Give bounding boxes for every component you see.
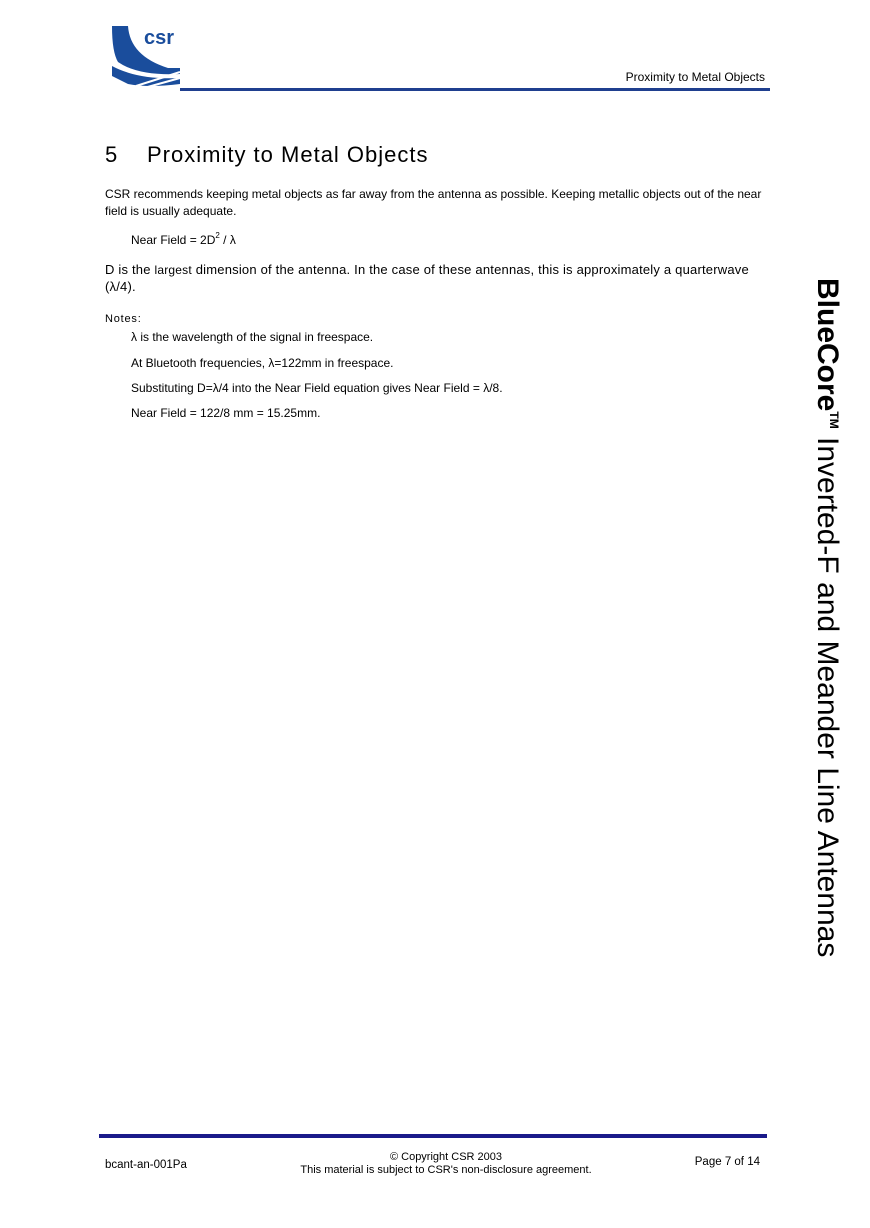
nda-text: This material is subject to CSR's non-disclosure agreement. (300, 1164, 592, 1176)
page-number: Page 7 of 14 (694, 1156, 760, 1168)
equation-superscript: 2 (215, 231, 220, 240)
note-item: Near Field = 122/8 mm = 15.25mm. (131, 406, 321, 420)
equation-prefix: Near Field = 2D (131, 233, 216, 247)
intro-paragraph: CSR recommends keeping metal objects as far away from the antenna as possible. Keeping metallic objects out of the near field is usually adequate. (105, 187, 762, 218)
footer-rule (99, 1134, 767, 1138)
csr-logo (108, 22, 184, 92)
side-title-rest: Inverted-F and Meander Line Antennas (811, 428, 844, 958)
section-heading (105, 142, 429, 168)
note-item: Substituting D=λ/4 into the Near Field equation gives Near Field = λ/8. (131, 381, 503, 395)
notes-label: Notes: (105, 313, 142, 325)
note-item: λ is the wavelength of the signal in freespace. (131, 330, 374, 344)
dimension-text-2: dimension of the antenna. In the case of these antennas, this is approximately a quarterwave (λ/4). (105, 262, 749, 294)
header-rule (180, 88, 770, 91)
copyright-text: © Copyright CSR 2003 (389, 1151, 503, 1163)
side-title-brand: BlueCore (811, 278, 844, 412)
section-title: Proximity to Metal Objects (147, 142, 429, 167)
dimension-text-1: D is the (105, 262, 155, 277)
near-field-equation (131, 231, 236, 247)
side-title-trademark: TM (827, 411, 841, 429)
logo-text: csr (144, 27, 175, 49)
svg-text:BlueCoreTM Inverted-F and Mean (811, 278, 844, 957)
note-item: At Bluetooth frequencies, λ=122mm in freespace. (131, 356, 394, 370)
dimension-paragraph (105, 262, 770, 295)
dimension-word: largest (154, 263, 192, 277)
equation-suffix: / λ (219, 233, 236, 247)
document-id: bcant-an-001Pa (105, 1159, 187, 1171)
side-document-title (806, 278, 846, 978)
running-header-title: Proximity to Metal Objects (625, 70, 765, 84)
section-number: 5 (105, 142, 119, 167)
